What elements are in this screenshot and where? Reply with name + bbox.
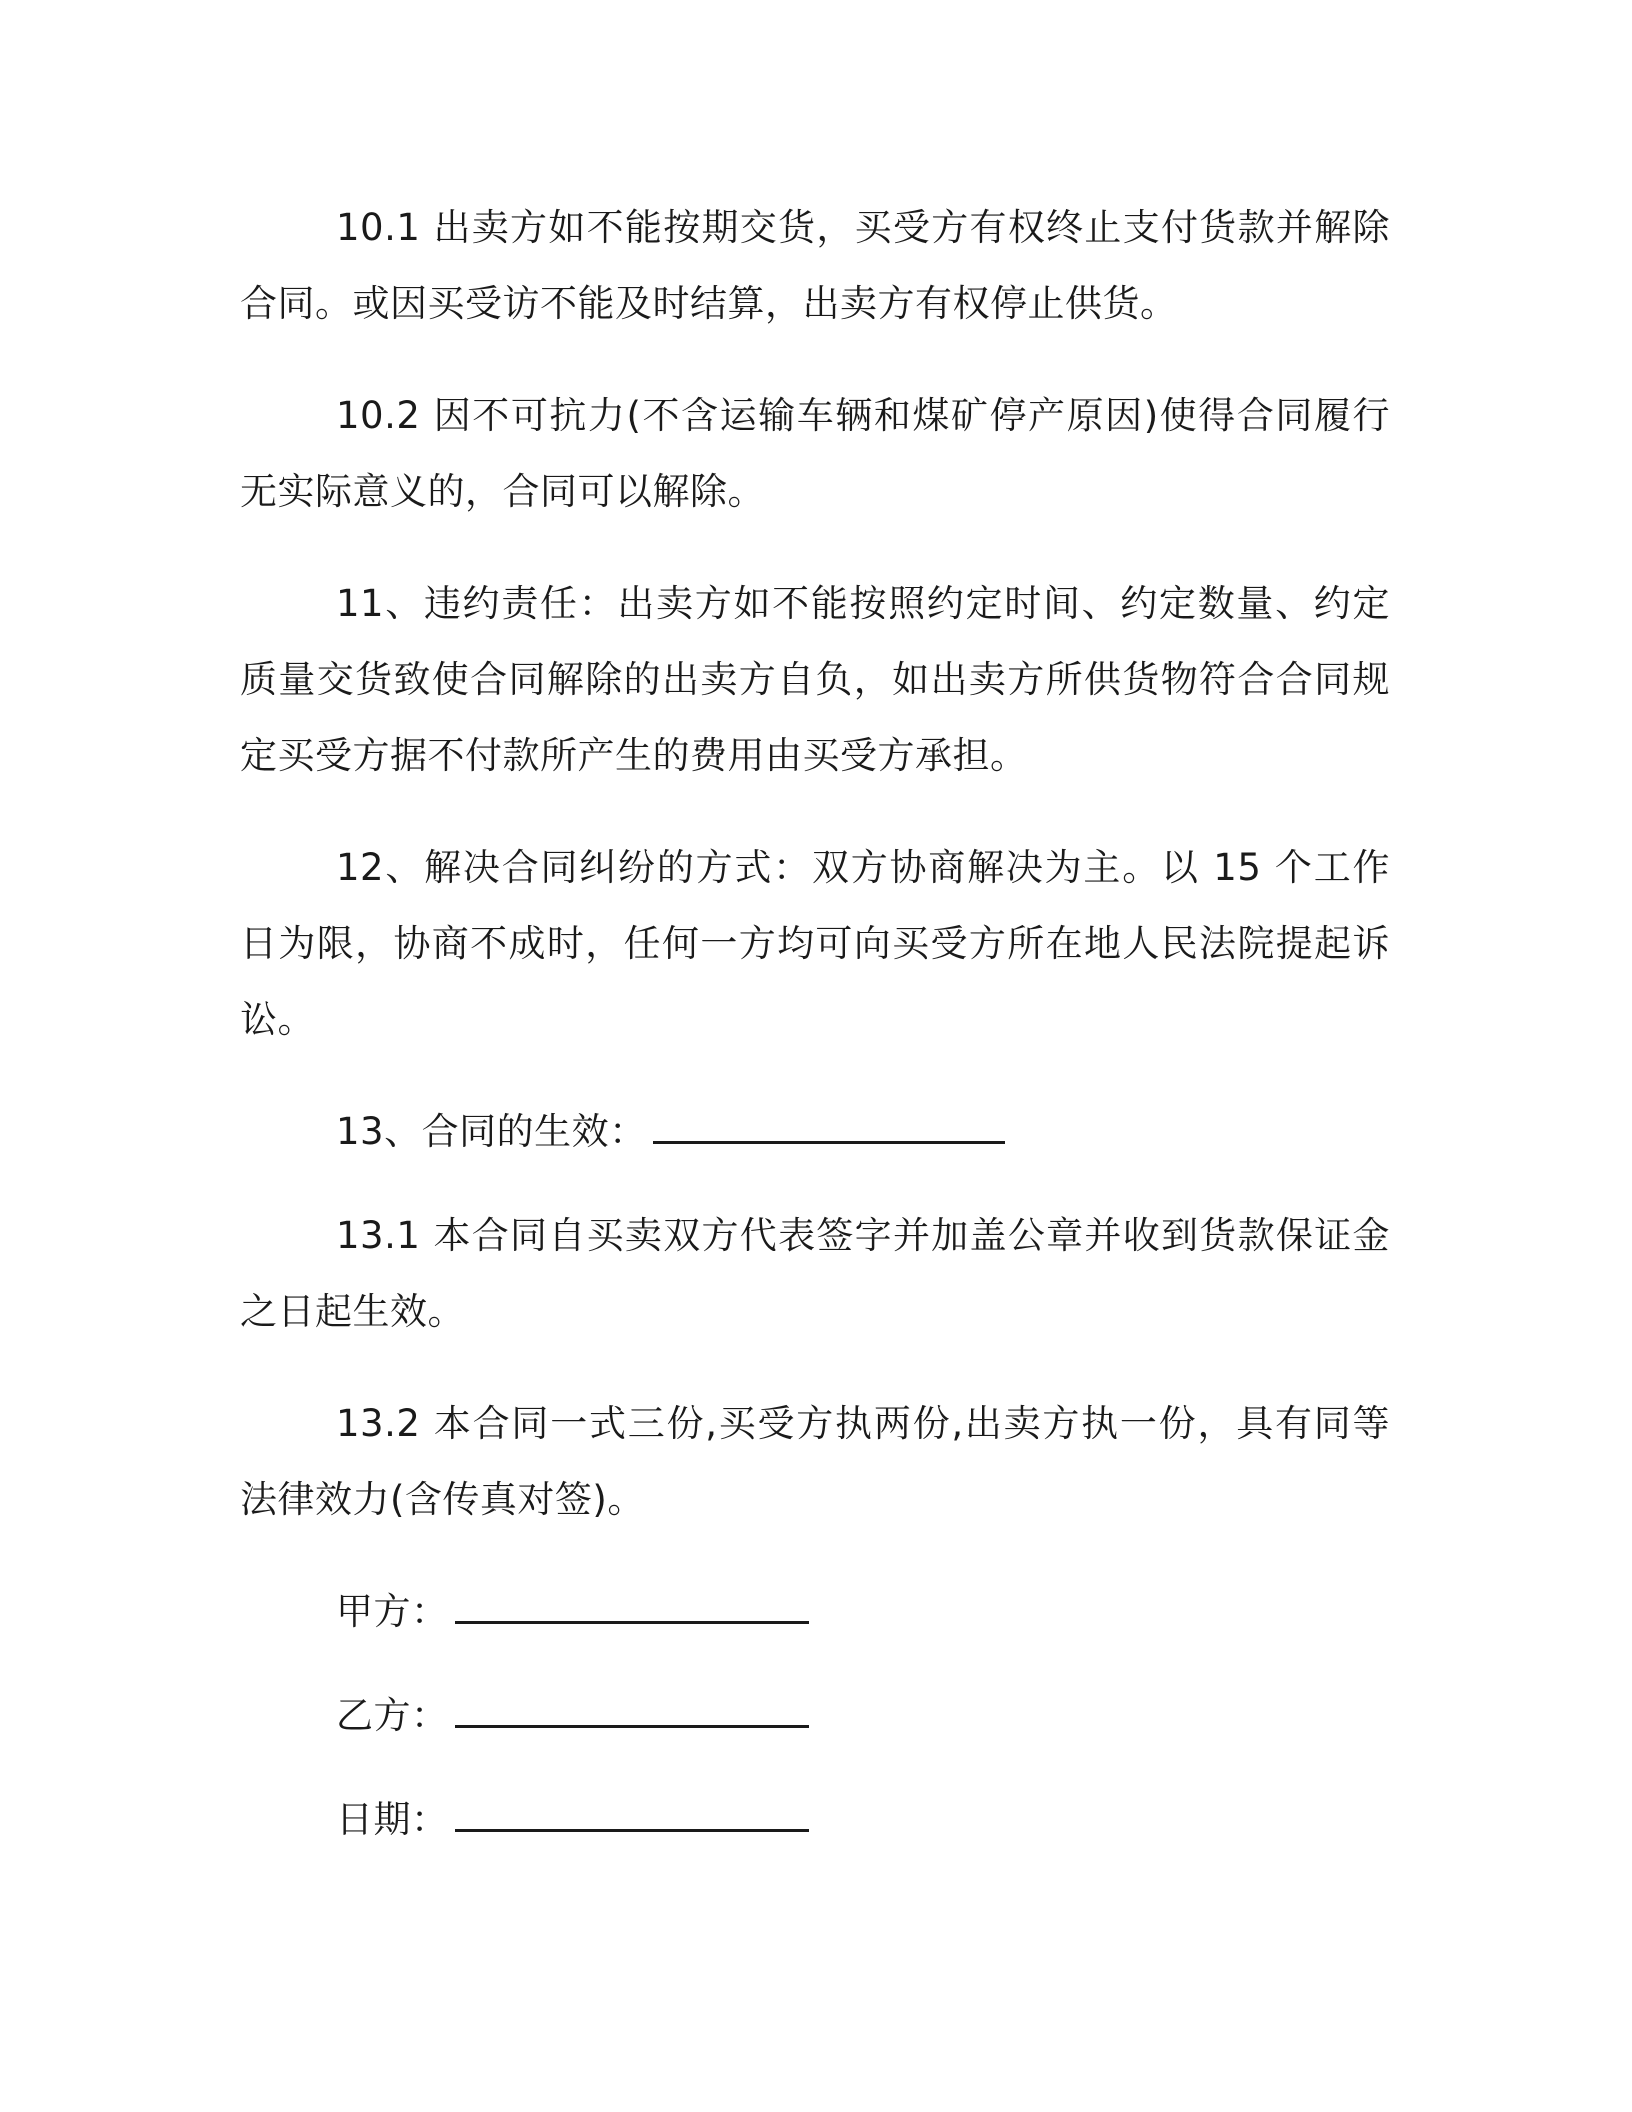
date-label: 日期： xyxy=(336,1798,449,1841)
document-page xyxy=(240,190,1390,1886)
party-a-label: 甲方： xyxy=(336,1590,449,1633)
clause-13-1: 13.1 本合同自买卖双方代表签字并加盖公章并收到货款保证金之日起生效。 xyxy=(240,1214,1390,1333)
party-b-label: 乙方： xyxy=(336,1694,449,1737)
clause-13-heading xyxy=(240,1094,1390,1170)
party-a-blank-line xyxy=(455,1591,809,1624)
clause-13-2: 13.2 本合同一式三份,买受方执两份,出卖方执一份，具有同等法律效力(含传真对签)。 xyxy=(240,1402,1390,1521)
date-blank-line xyxy=(455,1799,809,1832)
clause-11: 11、违约责任：出卖方如不能按照约定时间、约定数量、约定质量交货致使合同解除的出卖方自负，如出卖方所供货物符合合同规定买受方据不付款所产生的费用由买受方承担。 xyxy=(240,582,1390,777)
signature-party-b xyxy=(240,1678,1390,1754)
clause-10-2: 10.2 因不可抗力(不含运输车辆和煤矿停产原因)使得合同履行无实际意义的，合同可以解除。 xyxy=(240,394,1390,513)
signature-date xyxy=(240,1782,1390,1858)
clause-10-1: 10.1 出卖方如不能按期交货，买受方有权终止支付货款并解除合同。或因买受访不能及时结算，出卖方有权停止供货。 xyxy=(240,206,1390,325)
clause-12: 12、解决合同纠纷的方式：双方协商解决为主。以 15 个工作日为限，协商不成时，任何一方均可向买受方所在地人民法院提起诉讼。 xyxy=(240,846,1390,1041)
effect-blank-line xyxy=(653,1111,1005,1144)
signature-party-a xyxy=(240,1574,1390,1650)
clause-13-label: 13、合同的生效： xyxy=(336,1110,647,1153)
party-b-blank-line xyxy=(455,1695,809,1728)
